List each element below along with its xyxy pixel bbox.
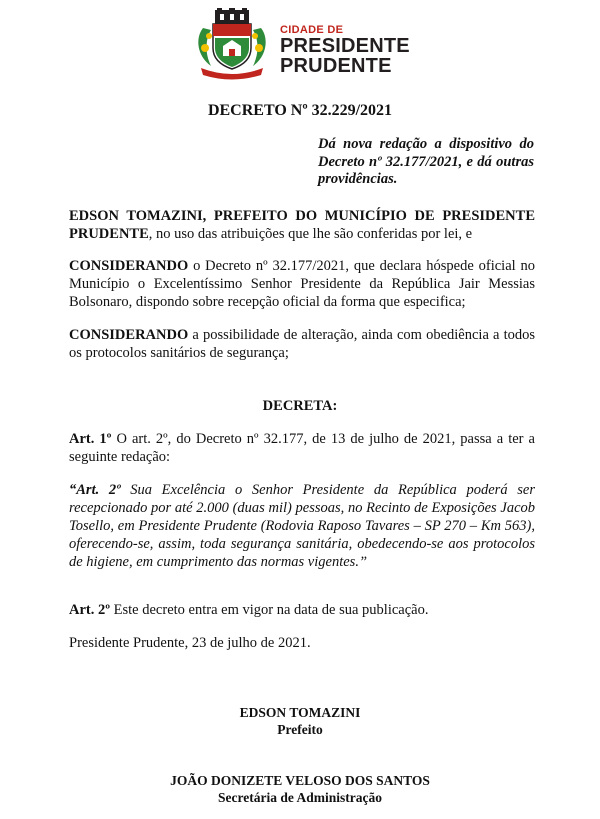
brand-line-1: PRESIDENTE xyxy=(280,35,410,57)
considering-paragraph-1 xyxy=(69,257,535,311)
brand-line-2: PRUDENTE xyxy=(280,55,392,77)
signatory-2-role: Secretária de Administração xyxy=(218,790,382,805)
mayor-name: EDSON TOMAZINI, PREFEITO DO MUNICÍPIO DE PRESIDENTE PRUDENTE xyxy=(69,208,535,242)
place-and-date: Presidente Prudente, 23 de julho de 2021. xyxy=(69,635,311,651)
quoted-article xyxy=(69,481,535,571)
article-1-text: O art. 2º, do Decreto nº 32.177, de 13 de julho de 2021, passa a ter a seguinte redação: xyxy=(69,431,535,465)
considering-paragraph-2 xyxy=(69,326,535,362)
letterhead xyxy=(193,8,423,80)
decree-title: DECRETO Nº 32.229/2021 xyxy=(207,102,393,119)
quoted-article-label: “Art. 2º xyxy=(69,482,121,498)
considering-label-1: CONSIDERANDO xyxy=(69,258,189,274)
article-2-label: Art. 2º xyxy=(69,602,111,618)
decreta-heading: DECRETA: xyxy=(262,398,338,414)
article-1 xyxy=(69,430,535,466)
signatory-1-role: Prefeito xyxy=(277,722,323,737)
signatory-2-name: JOÃO DONIZETE VELOSO DOS SANTOS xyxy=(170,773,430,788)
preamble-paragraph xyxy=(69,207,535,243)
article-2-text: Este decreto entra em vigor na data de sua publicação. xyxy=(110,602,429,618)
preamble-text: , no uso das atribuições que lhe são conferidas por lei, e xyxy=(148,226,473,242)
signatory-1-name: EDSON TOMAZINI xyxy=(239,705,361,720)
city-brand xyxy=(280,24,410,76)
considering-text-1: o Decreto nº 32.177/2021, que declara hóspede oficial no Município o Excelentíssimo Senhor Presidente da República Jair Messias Bolsonaro, dispondo sobre recepção oficial da forma que especifica; xyxy=(69,258,535,310)
considering-label-2: CONSIDERANDO xyxy=(69,327,189,343)
brand-small-text: CIDADE DE xyxy=(280,24,344,36)
city-crest-icon xyxy=(193,8,271,80)
article-1-label: Art. 1º xyxy=(69,431,112,447)
considering-text-2: a possibilidade de alteração, ainda com obediência a todos os protocolos sanitários de segurança; xyxy=(69,327,535,361)
article-2 xyxy=(69,601,535,619)
quoted-article-text: Sua Excelência o Senhor Presidente da República poderá ser recepcionado por até 2.000 (duas mil) pessoas, no Recinto de Exposições Jacob Tosello, em Presidente Prudente (Rodovia Raposo Tavares – SP 270 – Km 563), oferecendo-se, assim, toda segurança sanitária, obedecendo-se aos protocolos de higiene, em cumprimento das normas vigentes.” xyxy=(69,482,535,570)
decree-abstract: Dá nova redação a dispositivo do Decreto nº 32.177/2021, e dá outras providências. xyxy=(318,136,534,187)
